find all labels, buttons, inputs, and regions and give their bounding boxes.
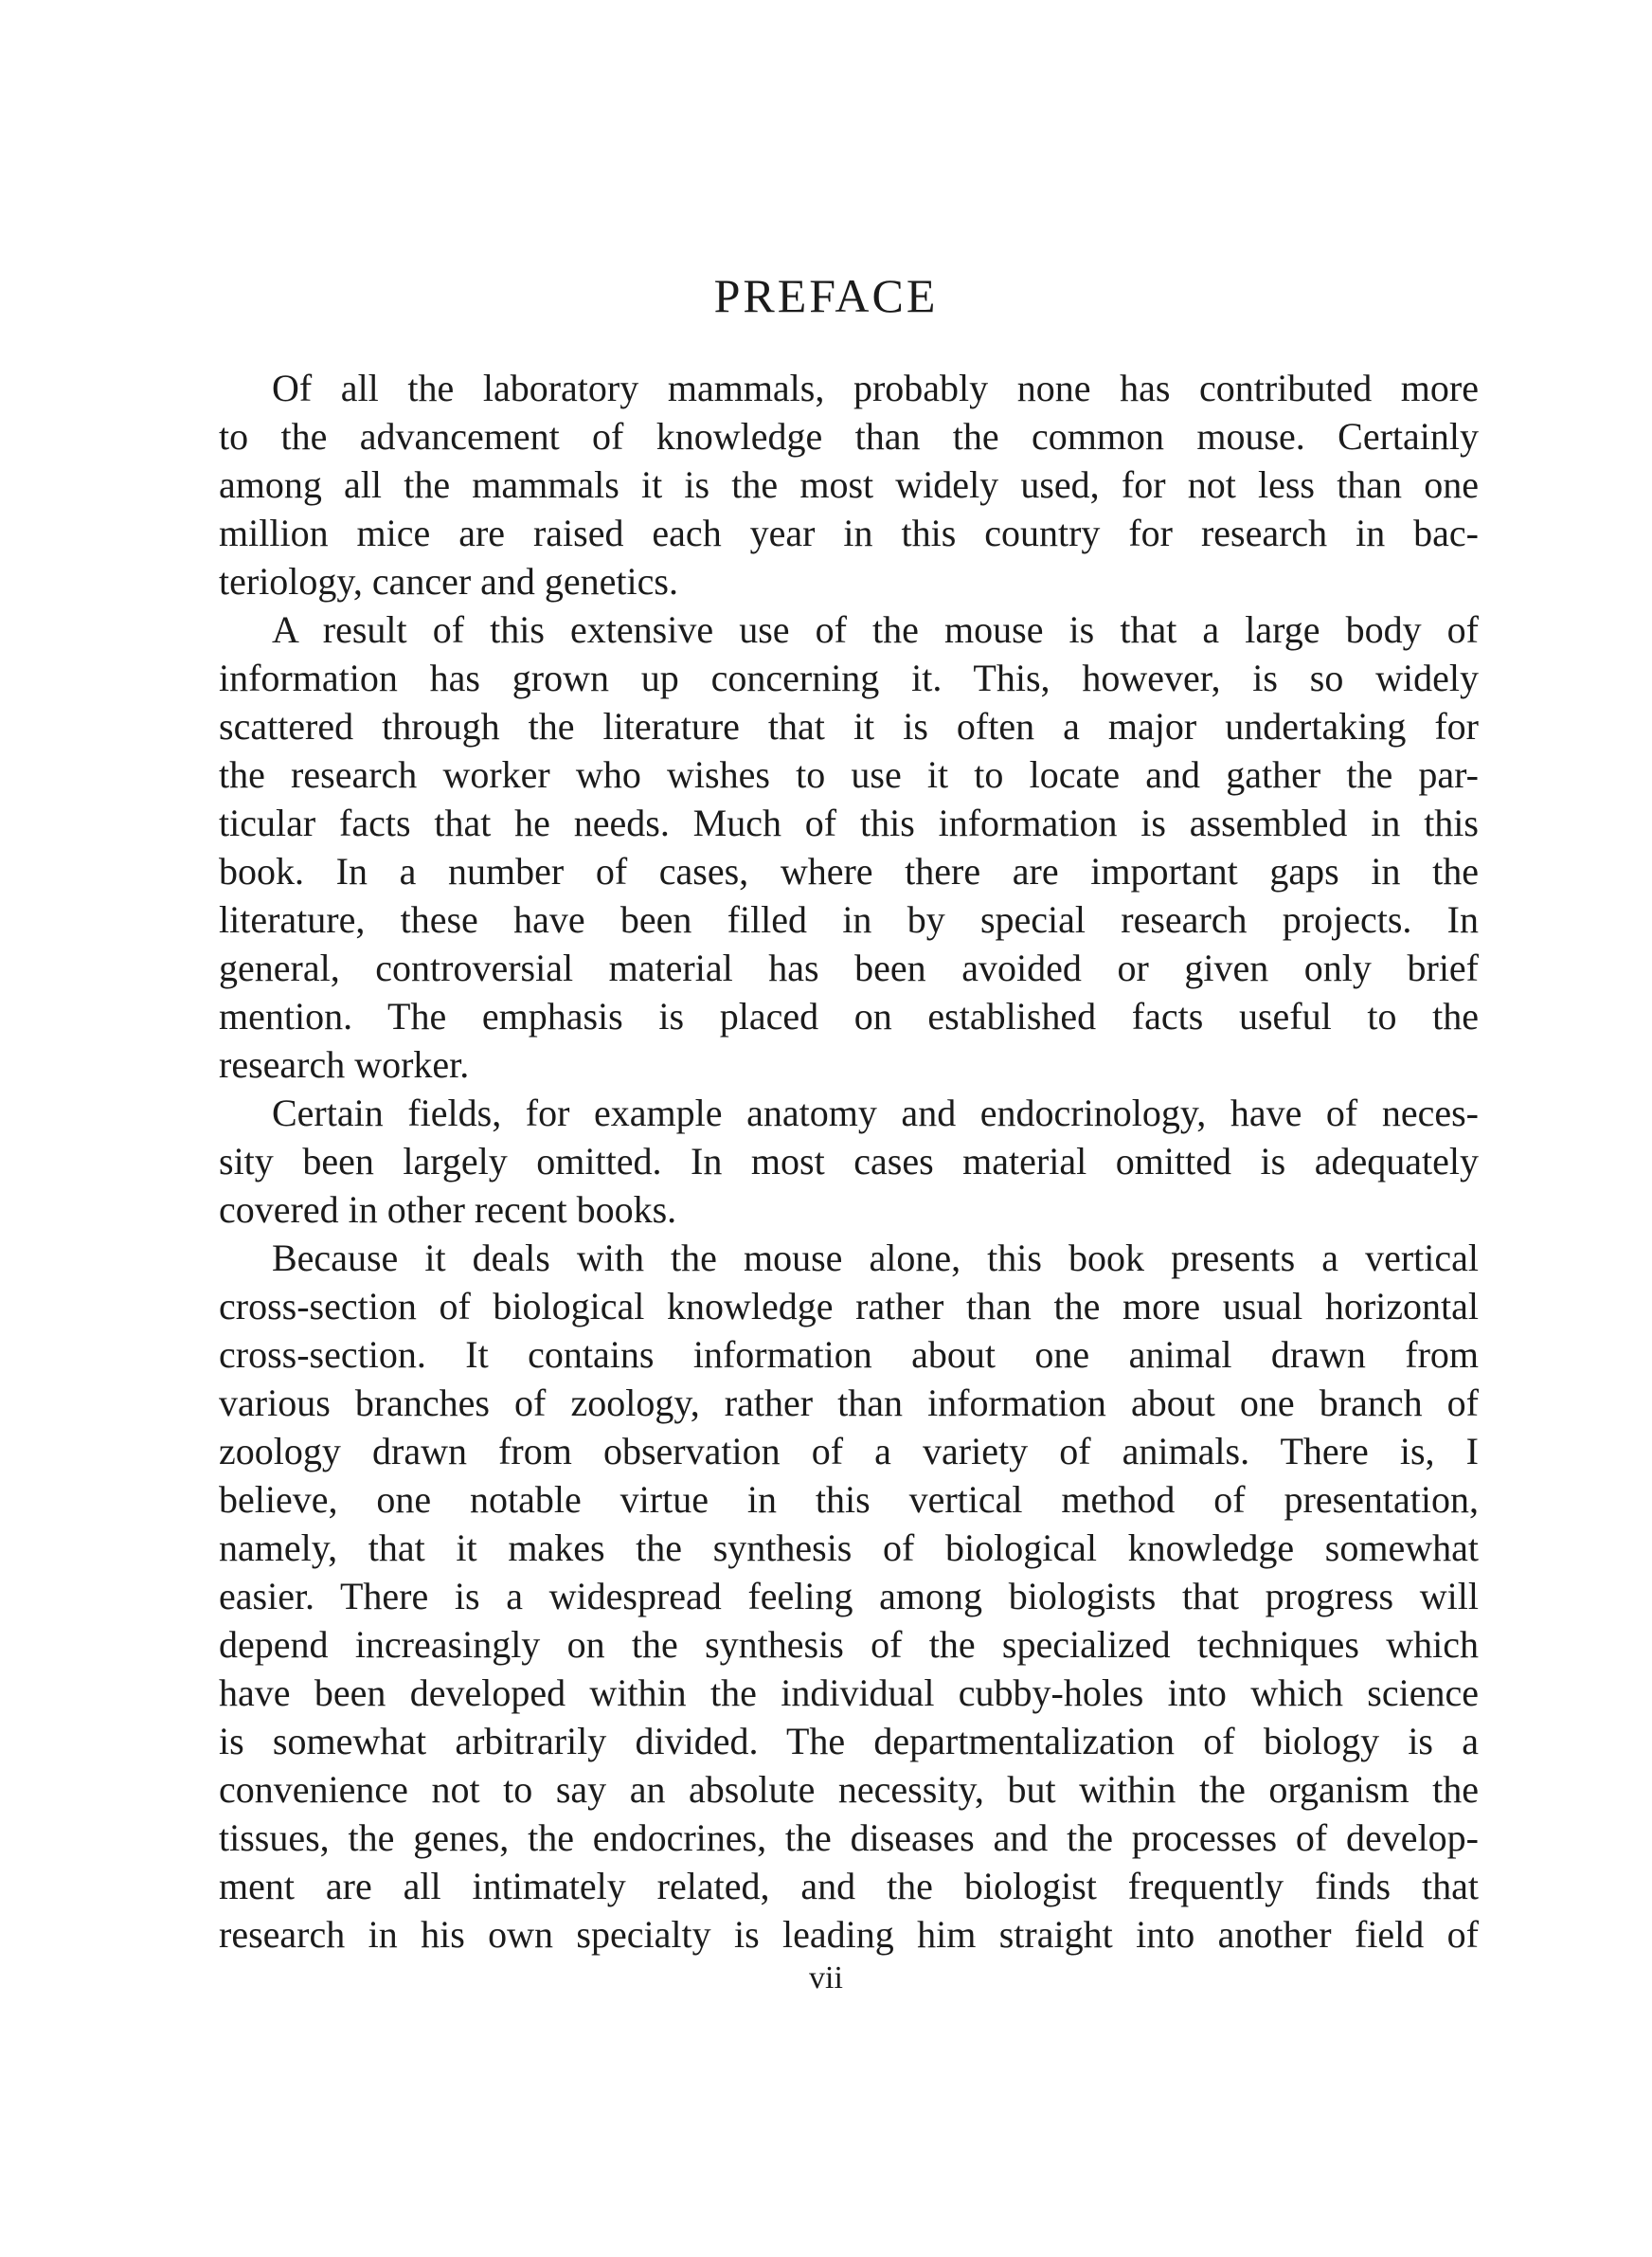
text-line: Certain fields, for example anatomy and endocrinology, have of neces- bbox=[272, 1092, 1479, 1134]
text-line: various branches of zoology, rather than information about one branch of bbox=[219, 1381, 1479, 1424]
text-line: convenience not to say an absolute necessity, but within the organism the bbox=[219, 1768, 1479, 1811]
text-line: have been developed within the individual cubby-holes into which science bbox=[219, 1671, 1479, 1714]
text-line: ment are all intimately related, and the biologist frequently finds that bbox=[219, 1865, 1479, 1907]
text-line: research worker. bbox=[219, 1043, 470, 1086]
paragraph bbox=[219, 1089, 1479, 1234]
text-line: easier. There is a widespread feeling among biologists that progress will bbox=[219, 1575, 1479, 1617]
paragraph bbox=[219, 364, 1479, 605]
text-line: namely, that it makes the synthesis of biological knowledge somewhat bbox=[219, 1526, 1479, 1569]
text-line: research in his own specialty is leading him straight into another field of bbox=[219, 1913, 1479, 1956]
text-line: scattered through the literature that it is often a major undertaking for bbox=[219, 705, 1479, 748]
text-line: sity been largely omitted. In most cases material omitted is adequately bbox=[219, 1140, 1479, 1183]
text-line: book. In a number of cases, where there are important gaps in the bbox=[219, 850, 1479, 893]
text-line: teriology, cancer and genetics. bbox=[219, 560, 678, 603]
text-line: cross-section of biological knowledge rather than the more usual horizontal bbox=[219, 1285, 1479, 1327]
text-line: literature, these have been filled in by special research projects. In bbox=[219, 898, 1479, 941]
text-line: mention. The emphasis is placed on established facts useful to the bbox=[219, 995, 1479, 1038]
text-line: the research worker who wishes to use it to locate and gather the par- bbox=[219, 753, 1479, 796]
text-line: information has grown up concerning it. This, however, is so widely bbox=[219, 657, 1479, 699]
text-line: to the advancement of knowledge than the common mouse. Certainly bbox=[219, 415, 1479, 458]
page-number: vii bbox=[809, 1960, 843, 1995]
text-line: cross-section. It contains information about one animal drawn from bbox=[219, 1333, 1479, 1376]
text-line: depend increasingly on the synthesis of the specialized techniques which bbox=[219, 1623, 1479, 1666]
text-line: million mice are raised each year in this country for research in bac- bbox=[219, 512, 1479, 554]
text-line: ticular facts that he needs. Much of this information is assembled in this bbox=[219, 802, 1479, 844]
text-line: A result of this extensive use of the mouse is that a large body of bbox=[272, 608, 1479, 651]
text-line: is somewhat arbitrarily divided. The departmentalization of biology is a bbox=[219, 1720, 1479, 1762]
text-line: zoology drawn from observation of a variety of animals. There is, I bbox=[219, 1430, 1479, 1472]
paragraph bbox=[219, 1234, 1479, 1959]
text-line: general, controversial material has been avoided or given only brief bbox=[219, 947, 1479, 989]
preface-body bbox=[219, 364, 1479, 1959]
text-line: tissues, the genes, the endocrines, the diseases and the processes of develop- bbox=[219, 1816, 1479, 1859]
paragraph bbox=[219, 605, 1479, 1089]
text-line: among all the mammals it is the most widely used, for not less than one bbox=[219, 463, 1479, 506]
text-line: covered in other recent books. bbox=[219, 1188, 677, 1231]
text-line: Of all the laboratory mammals, probably none has contributed more bbox=[272, 367, 1479, 409]
text-line: Because it deals with the mouse alone, this book presents a vertical bbox=[272, 1237, 1479, 1279]
text-line: believe, one notable virtue in this vertical method of presentation, bbox=[219, 1478, 1479, 1521]
page-title: PREFACE bbox=[713, 269, 939, 322]
